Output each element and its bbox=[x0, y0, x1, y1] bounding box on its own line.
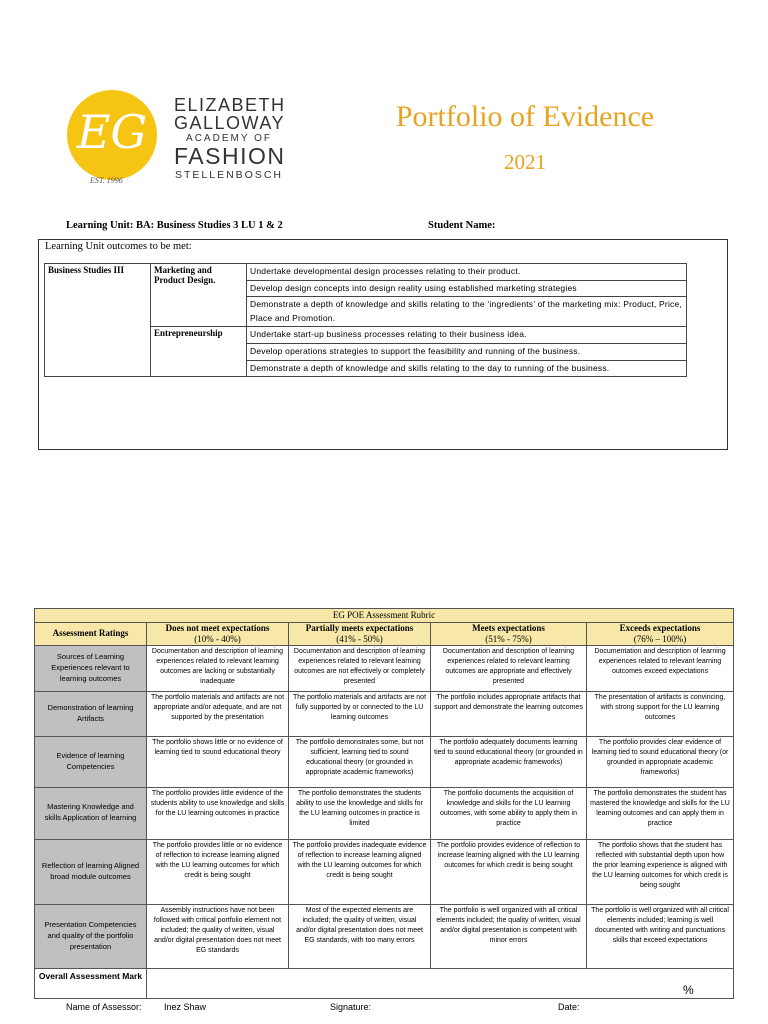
rubric-col-label: Exceeds expectations bbox=[619, 623, 701, 634]
rubric-cell: Assembly instructions have not been followed with critical portfolio element not included; the quality of written, visual and/or digital presentation does not meet EG standards bbox=[147, 904, 289, 968]
rubric-criterion: Evidence of learning Competencies bbox=[35, 736, 147, 787]
rubric-col-label: Does not meet expectations bbox=[165, 623, 270, 634]
rubric-col-criteria-label: Assessment Ratings bbox=[52, 628, 129, 639]
percent-sign: % bbox=[683, 983, 694, 997]
subject-cell: Business Studies III bbox=[45, 264, 151, 377]
rubric-cell: The portfolio shows that the student has reflected with substantial depth upon how the prior learning experience is aligned with the LU learning outcomes for which credit is being sought bbox=[587, 839, 734, 904]
outcomes-heading: Learning Unit outcomes to be met: bbox=[45, 241, 192, 252]
rubric-col-header bbox=[147, 623, 289, 646]
rubric-cell: The portfolio materials and artifacts are not appropriate and/or adequate, and are not supported by the presentation bbox=[147, 691, 289, 736]
learning-unit-label: Learning Unit: BA: Business Studies 3 LU 1 & 2 bbox=[66, 220, 283, 231]
rubric-cell: The portfolio adequately documents learning tied to sound educational theory (or grounded in appropriate academic frameworks) bbox=[431, 736, 587, 787]
logo-line-3: ACADEMY OF bbox=[186, 133, 272, 144]
assessor-label: Name of Assessor: bbox=[66, 1002, 142, 1012]
outcome-item: Demonstrate a depth of knowledge and skills relating to the ‘ingredients’ of the marketing mix: Product, Price, Place and Promotion. bbox=[247, 297, 687, 327]
rubric-criterion: Mastering Knowledge and skills Application of learning bbox=[35, 787, 147, 839]
rubric-criterion: Demonstration of learning Artifacts bbox=[35, 691, 147, 736]
outcome-item: Undertake start-up business processes relating to their business idea. bbox=[247, 327, 687, 344]
rubric-col-range: (76% – 100%) bbox=[633, 633, 687, 644]
rubric-cell: The portfolio provides little or no evidence of reflection to increase learning aligned with the LU learning outcomes for which credit is being sought bbox=[147, 839, 289, 904]
assessment-rubric bbox=[34, 608, 734, 999]
rubric-cell: The portfolio is well organized with all critical elements included; learning is well documented with writing and punctuations skills that exceed expectations bbox=[587, 904, 734, 968]
outcome-item: Demonstrate a depth of knowledge and skills relating to the day to running of the business. bbox=[247, 360, 687, 377]
logo-wordmark bbox=[174, 96, 284, 181]
rubric-col-label: Partially meets expectations bbox=[305, 623, 414, 634]
logo-line-1: ELIZABETH bbox=[174, 95, 286, 115]
rubric-cell: The portfolio demonstrates the student has mastered the knowledge and skills for the LU learning outcomes and can apply them in practice bbox=[587, 787, 734, 839]
rubric-cell: The portfolio provides evidence of reflection to increase learning aligned with the LU learning outcomes for which credit is being sought bbox=[431, 839, 587, 904]
rubric-cell: Documentation and description of learning experiences related to relevant learning outcomes are lacking or substantially inadequate bbox=[147, 645, 289, 691]
rubric-cell: The presentation of artifacts is convincing, with strong support for the LU learning outcomes bbox=[587, 691, 734, 736]
document-year: 2021 bbox=[504, 150, 546, 174]
group-entrepreneurship: Entrepreneurship bbox=[151, 327, 247, 377]
rubric-cell: Most of the expected elements are included; the quality of written, visual and/or digital presentation does not meet EG standards, with too many errors bbox=[289, 904, 431, 968]
rubric-cell: The portfolio shows little or no evidence of learning tied to sound educational theory bbox=[147, 736, 289, 787]
rubric-col-range: (10% - 40%) bbox=[194, 633, 241, 644]
rubric-row bbox=[35, 736, 734, 787]
logo-line-2: GALLOWAY bbox=[174, 113, 286, 133]
rubric-title: EG POE Assessment Rubric bbox=[35, 609, 734, 623]
document-title: Portfolio of Evidence bbox=[395, 100, 655, 133]
rubric-col-header bbox=[587, 623, 734, 646]
rubric-cell: The portfolio provides little evidence of the students ability to use knowledge and skills for the LU learning outcomes in practice bbox=[147, 787, 289, 839]
rubric-criterion: Sources of Learning Experiences relevant to learning outcomes bbox=[35, 645, 147, 691]
date-label: Date: bbox=[558, 1002, 580, 1012]
rubric-cell: The portfolio demonstrates some, but not sufficient, learning tied to sound educational theory (or grounded in appropriate academic frameworks) bbox=[289, 736, 431, 787]
rubric-cell: The portfolio demonstrates the students ability to use the knowledge and skills for the LU learning outcomes in practice is limited bbox=[289, 787, 431, 839]
rubric-cell: The portfolio documents the acquisition of knowledge and skills for the LU learning outcomes, with some ability to apply them in practice bbox=[431, 787, 587, 839]
rubric-col-range: (51% - 75%) bbox=[485, 633, 532, 644]
outcomes-table bbox=[44, 263, 687, 377]
rubric-criterion: Reflection of learning Aligned broad module outcomes bbox=[35, 839, 147, 904]
overall-mark-field[interactable] bbox=[147, 968, 734, 998]
logo-line-5: STELLENBOSCH bbox=[174, 169, 284, 181]
rubric-criterion: Presentation Competencies and quality of the portfolio presentation bbox=[35, 904, 147, 968]
logo-monogram: EG bbox=[76, 105, 148, 159]
rubric-cell: The portfolio provides inadequate evidence of reflection to increase learning aligned with the LU learning outcomes for which credit is being sought bbox=[289, 839, 431, 904]
rubric-cell: The portfolio includes appropriate artifacts that support and demonstrate the learning outcomes bbox=[431, 691, 587, 736]
group-marketing: Marketing and Product Design. bbox=[151, 264, 247, 327]
outcome-item: Develop design concepts into design reality using established marketing strategies bbox=[247, 280, 687, 297]
rubric-col-header bbox=[289, 623, 431, 646]
rubric-overall-row bbox=[35, 968, 734, 998]
logo-line-4: FASHION bbox=[174, 143, 286, 169]
signature-label: Signature: bbox=[330, 1002, 372, 1012]
rubric-col-range: (41% - 50%) bbox=[336, 633, 383, 644]
student-name-label: Student Name: bbox=[428, 220, 496, 231]
rubric-row bbox=[35, 839, 734, 904]
outcome-item: Undertake developmental design processes relating to their product. bbox=[247, 264, 687, 281]
rubric-row bbox=[35, 691, 734, 736]
rubric-col-label: Meets expectations bbox=[472, 623, 545, 634]
rubric-cell: Documentation and description of learning experiences related to relevant learning outcomes exceed expectations bbox=[587, 645, 734, 691]
academy-logo bbox=[67, 90, 157, 180]
rubric-cell: The portfolio is well organized with all critical elements included; the quality of written, visual and/or digital presentation is competent with minor errors bbox=[431, 904, 587, 968]
rubric-row bbox=[35, 645, 734, 691]
rubric-cell: Documentation and description of learning experiences related to relevant learning outcomes are not effectively or completely presented bbox=[289, 645, 431, 691]
rubric-row bbox=[35, 904, 734, 968]
rubric-cell: The portfolio materials and artifacts are not fully supported by or connected to the LU learning outcomes bbox=[289, 691, 431, 736]
assessor-name: Inez Shaw bbox=[164, 1002, 207, 1012]
rubric-cell: The portfolio provides clear evidence of learning tied to sound educational theory (or grounded in appropriate academic frameworks) bbox=[587, 736, 734, 787]
logo-established: EST. 1996 bbox=[90, 176, 123, 185]
rubric-cell: Documentation and description of learning experiences related to relevant learning outcomes are appropriate and effectively presented bbox=[431, 645, 587, 691]
rubric-col-criteria bbox=[35, 623, 147, 646]
rubric-col-header bbox=[431, 623, 587, 646]
overall-mark-label: Overall Assessment Mark bbox=[35, 968, 147, 998]
outcome-item: Develop operations strategies to support the feasibility and running of the business. bbox=[247, 343, 687, 360]
rubric-row bbox=[35, 787, 734, 839]
